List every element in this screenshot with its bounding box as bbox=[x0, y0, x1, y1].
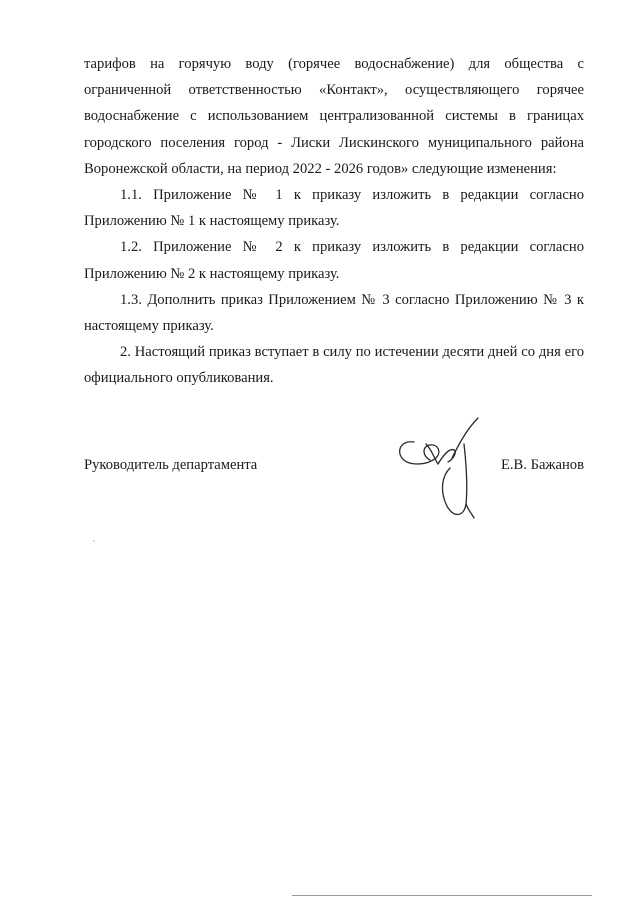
paragraph-item-2: 2. Настоящий приказ вступает в силу по истечении десяти дней со дня его официального опубликования. bbox=[84, 344, 584, 387]
handwritten-signature bbox=[392, 414, 492, 524]
signature-row bbox=[84, 452, 584, 478]
scan-artifact-dot bbox=[93, 540, 95, 542]
paragraph-item-1-2: 1.2. Приложение № 2 к приказу изложить в редакции согласно Приложению № 2 к настоящему приказу. bbox=[84, 239, 584, 282]
paragraph-continuation: тарифов на горячую воду (горячее водоснабжение) для общества с ограниченной ответственностью «Контакт», осуществляющего горячее водоснабжение с использованием централизованной системы в границах городского поселения город - Лиски Лискинского муниципального района Воронежской области, на период 2022 - 2026 годов» следующие изменения: bbox=[84, 56, 584, 177]
signatory-role: Руководитель департамента bbox=[84, 457, 258, 473]
paragraph-item-1-1: 1.1. Приложение № 1 к приказу изложить в редакции согласно Приложению № 1 к настоящему приказу. bbox=[84, 187, 584, 230]
paragraph-item-1-3: 1.3. Дополнить приказ Приложением № 3 согласно Приложению № 3 к настоящему приказу. bbox=[84, 291, 584, 335]
document-body bbox=[84, 51, 584, 392]
scan-edge-line bbox=[292, 895, 592, 896]
signatory-name: Е.В. Бажанов bbox=[500, 457, 584, 473]
